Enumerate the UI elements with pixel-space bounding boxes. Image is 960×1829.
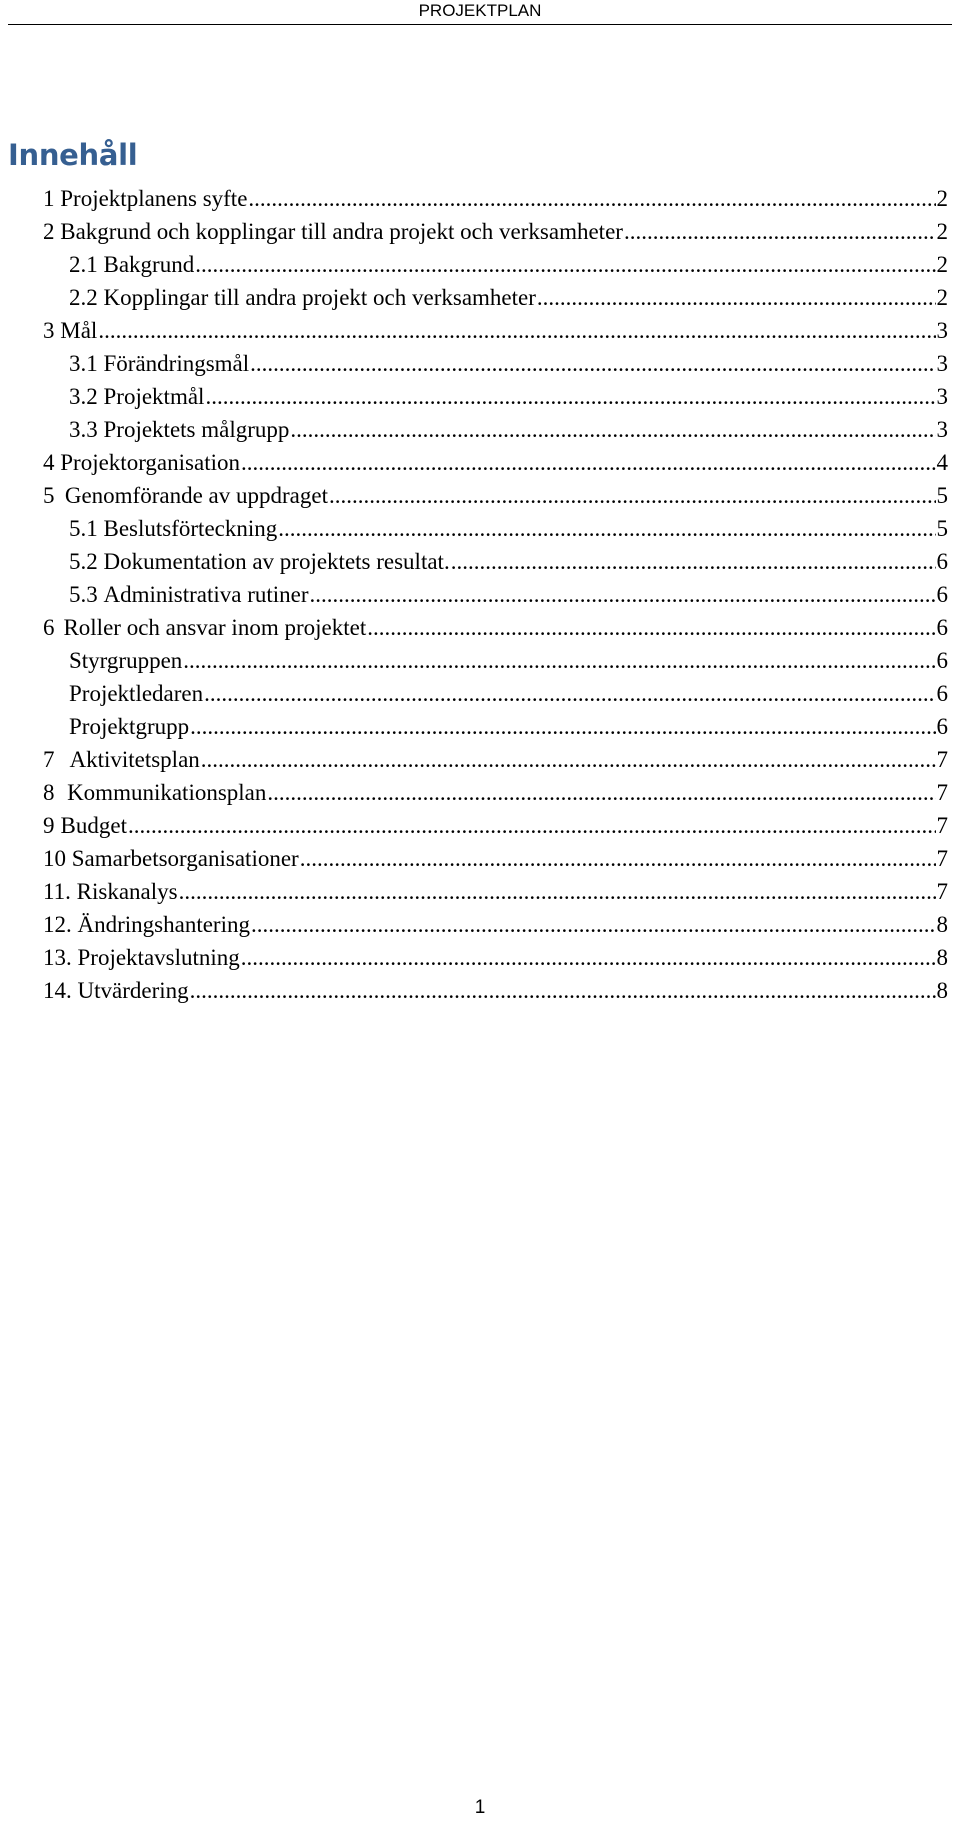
toc-entry[interactable] [43, 314, 948, 347]
toc-entry-number: 10 [43, 846, 66, 871]
toc-entry-number: 5.1 [69, 516, 98, 541]
dot-leader [367, 611, 935, 644]
toc-entry-number: 3 [43, 318, 55, 343]
toc-entry-title: Projektgrupp [69, 714, 190, 739]
dot-leader [183, 644, 935, 677]
toc-entry-title: Samarbetsorganisationer [71, 846, 299, 871]
toc-entry-number: 2.2 [69, 285, 98, 310]
dot-leader [537, 281, 936, 314]
toc-entry[interactable] [43, 974, 948, 1007]
toc-entry-number: 13. [43, 945, 72, 970]
toc-entry-page: 3 [936, 351, 948, 376]
toc-entry-title: Projektets målgrupp [103, 417, 290, 442]
dot-leader [204, 677, 935, 710]
toc-entry-title: Projektavslutning [77, 945, 240, 970]
toc-entry-number: 3.3 [69, 417, 98, 442]
toc-entry-title: Administrativa rutiner [103, 582, 309, 607]
toc-entry[interactable] [43, 479, 948, 512]
toc-heading: Innehåll [8, 138, 138, 172]
page-number: 1 [474, 1797, 486, 1818]
toc-entry-number: 5.2 [69, 549, 98, 574]
toc-entry-title: Bakgrund och kopplingar till andra projekt och verksamheter [60, 219, 623, 244]
toc-entry-number: 2.1 [69, 252, 98, 277]
dot-leader [241, 446, 936, 479]
toc-entry-title: Styrgruppen [69, 648, 183, 673]
dot-leader [195, 248, 935, 281]
toc-entry-number: 11. [43, 879, 71, 904]
toc-entry-title: Kopplingar till andra projekt och verksamheter [103, 285, 536, 310]
dot-leader [190, 974, 936, 1007]
running-header: PROJEKTPLAN [418, 1, 542, 20]
toc-entry[interactable] [43, 941, 948, 974]
toc-entry[interactable] [43, 380, 948, 413]
toc-entry[interactable] [43, 743, 948, 776]
toc-entry-title: Bakgrund [103, 252, 195, 277]
toc-entry-number: 3.2 [69, 384, 98, 409]
toc-entry[interactable] [43, 512, 948, 545]
toc-entry-title: Aktivitetsplan [69, 747, 200, 772]
toc-entry[interactable] [43, 413, 948, 446]
dot-leader [290, 413, 935, 446]
toc-entry-number: 1 [43, 186, 55, 211]
header-rule [8, 24, 952, 25]
dot-leader [98, 314, 935, 347]
toc-entry-title: Förändringsmål [103, 351, 250, 376]
toc-entry[interactable] [43, 677, 948, 710]
toc-entry-title: Projektplanens syfte [60, 186, 248, 211]
toc-entry[interactable] [43, 908, 948, 941]
toc-entry[interactable] [43, 215, 948, 248]
toc-entry-page: 8 [936, 912, 948, 937]
dot-leader [300, 842, 936, 875]
toc-entry-number: 9 [43, 813, 55, 838]
dot-leader [250, 347, 935, 380]
toc-entry-page: 2 [936, 252, 948, 277]
toc-entry-number: 8 [43, 780, 55, 805]
toc-entry[interactable] [43, 710, 948, 743]
toc-entry-number: 3.1 [69, 351, 98, 376]
toc-entry[interactable] [43, 842, 948, 875]
toc-entry-title: Roller och ansvar inom projektet [63, 615, 367, 640]
toc-entry-page: 2 [936, 219, 948, 244]
toc-entry-page: 6 [936, 615, 948, 640]
toc-entry-title: Beslutsförteckning [103, 516, 278, 541]
toc-entry-number: 6 [43, 615, 55, 640]
toc-entry-page: 7 [936, 780, 948, 805]
toc-entry-page: 7 [936, 879, 948, 904]
dot-leader [267, 776, 935, 809]
toc-entry-page: 6 [936, 582, 948, 607]
toc-entry[interactable] [43, 776, 948, 809]
toc-entry[interactable] [43, 446, 948, 479]
dot-leader [278, 512, 935, 545]
toc-entry-page: 6 [936, 714, 948, 739]
toc-entry-page: 2 [936, 285, 948, 310]
toc-entry-number: 14. [43, 978, 72, 1003]
dot-leader [624, 215, 936, 248]
dot-leader [251, 908, 936, 941]
toc-entry-page: 3 [936, 417, 948, 442]
dot-leader [310, 578, 936, 611]
toc-entry-title: Mål [60, 318, 98, 343]
toc-entry-page: 6 [936, 549, 948, 574]
dot-leader [205, 380, 935, 413]
dot-leader [190, 710, 935, 743]
toc-entry-page: 3 [936, 318, 948, 343]
toc-entry-title: Ändringshantering [77, 912, 250, 937]
toc-entry-page: 6 [936, 648, 948, 673]
toc-entry-title: Projektmål [103, 384, 205, 409]
toc-entry-page: 7 [936, 846, 948, 871]
toc-entry[interactable] [43, 347, 948, 380]
toc-entry-title: Projektorganisation [60, 450, 240, 475]
toc-entry-page: 7 [936, 747, 948, 772]
toc-entry-number: 12. [43, 912, 72, 937]
toc-entry[interactable] [43, 611, 948, 644]
toc-entry-number: 2 [43, 219, 55, 244]
toc-entry-title: Genomförande av uppdraget [64, 483, 328, 508]
toc-entry-title: Budget [60, 813, 127, 838]
dot-leader [179, 875, 936, 908]
toc-entry[interactable] [43, 545, 948, 578]
toc-entry-number: 7 [43, 747, 55, 772]
toc-entry-page: 8 [936, 978, 948, 1003]
toc-entry-title: Utvärdering [77, 978, 189, 1003]
toc-entry[interactable] [43, 578, 948, 611]
toc-entry-number: 5 [43, 483, 55, 508]
toc-entry-page: 6 [936, 681, 948, 706]
toc-entry-page: 2 [936, 186, 948, 211]
dot-leader [329, 479, 936, 512]
dot-leader [451, 545, 936, 578]
toc-entry[interactable] [43, 875, 948, 908]
toc-entry-title: Dokumentation av projektets resultat. [103, 549, 450, 574]
dot-leader [128, 809, 936, 842]
toc-entry-page: 8 [936, 945, 948, 970]
toc-entry-title: Projektledaren [69, 681, 204, 706]
toc-entry-page: 5 [936, 483, 948, 508]
toc-entry[interactable] [43, 281, 948, 314]
toc-entry-page: 4 [936, 450, 948, 475]
toc-entry-title: Kommunikationsplan [67, 780, 267, 805]
toc-entry-number: 5.3 [69, 582, 98, 607]
dot-leader [241, 941, 936, 974]
toc-entry-page: 7 [936, 813, 948, 838]
toc-entry[interactable] [43, 248, 948, 281]
toc-entry-number: 4 [43, 450, 55, 475]
toc-entry[interactable] [43, 182, 948, 215]
table-of-contents [43, 182, 948, 1007]
dot-leader [248, 182, 935, 215]
toc-entry-title: Riskanalys [76, 879, 178, 904]
toc-entry[interactable] [43, 809, 948, 842]
toc-entry[interactable] [43, 644, 948, 677]
toc-entry-page: 3 [936, 384, 948, 409]
toc-entry-page: 5 [936, 516, 948, 541]
dot-leader [201, 743, 936, 776]
